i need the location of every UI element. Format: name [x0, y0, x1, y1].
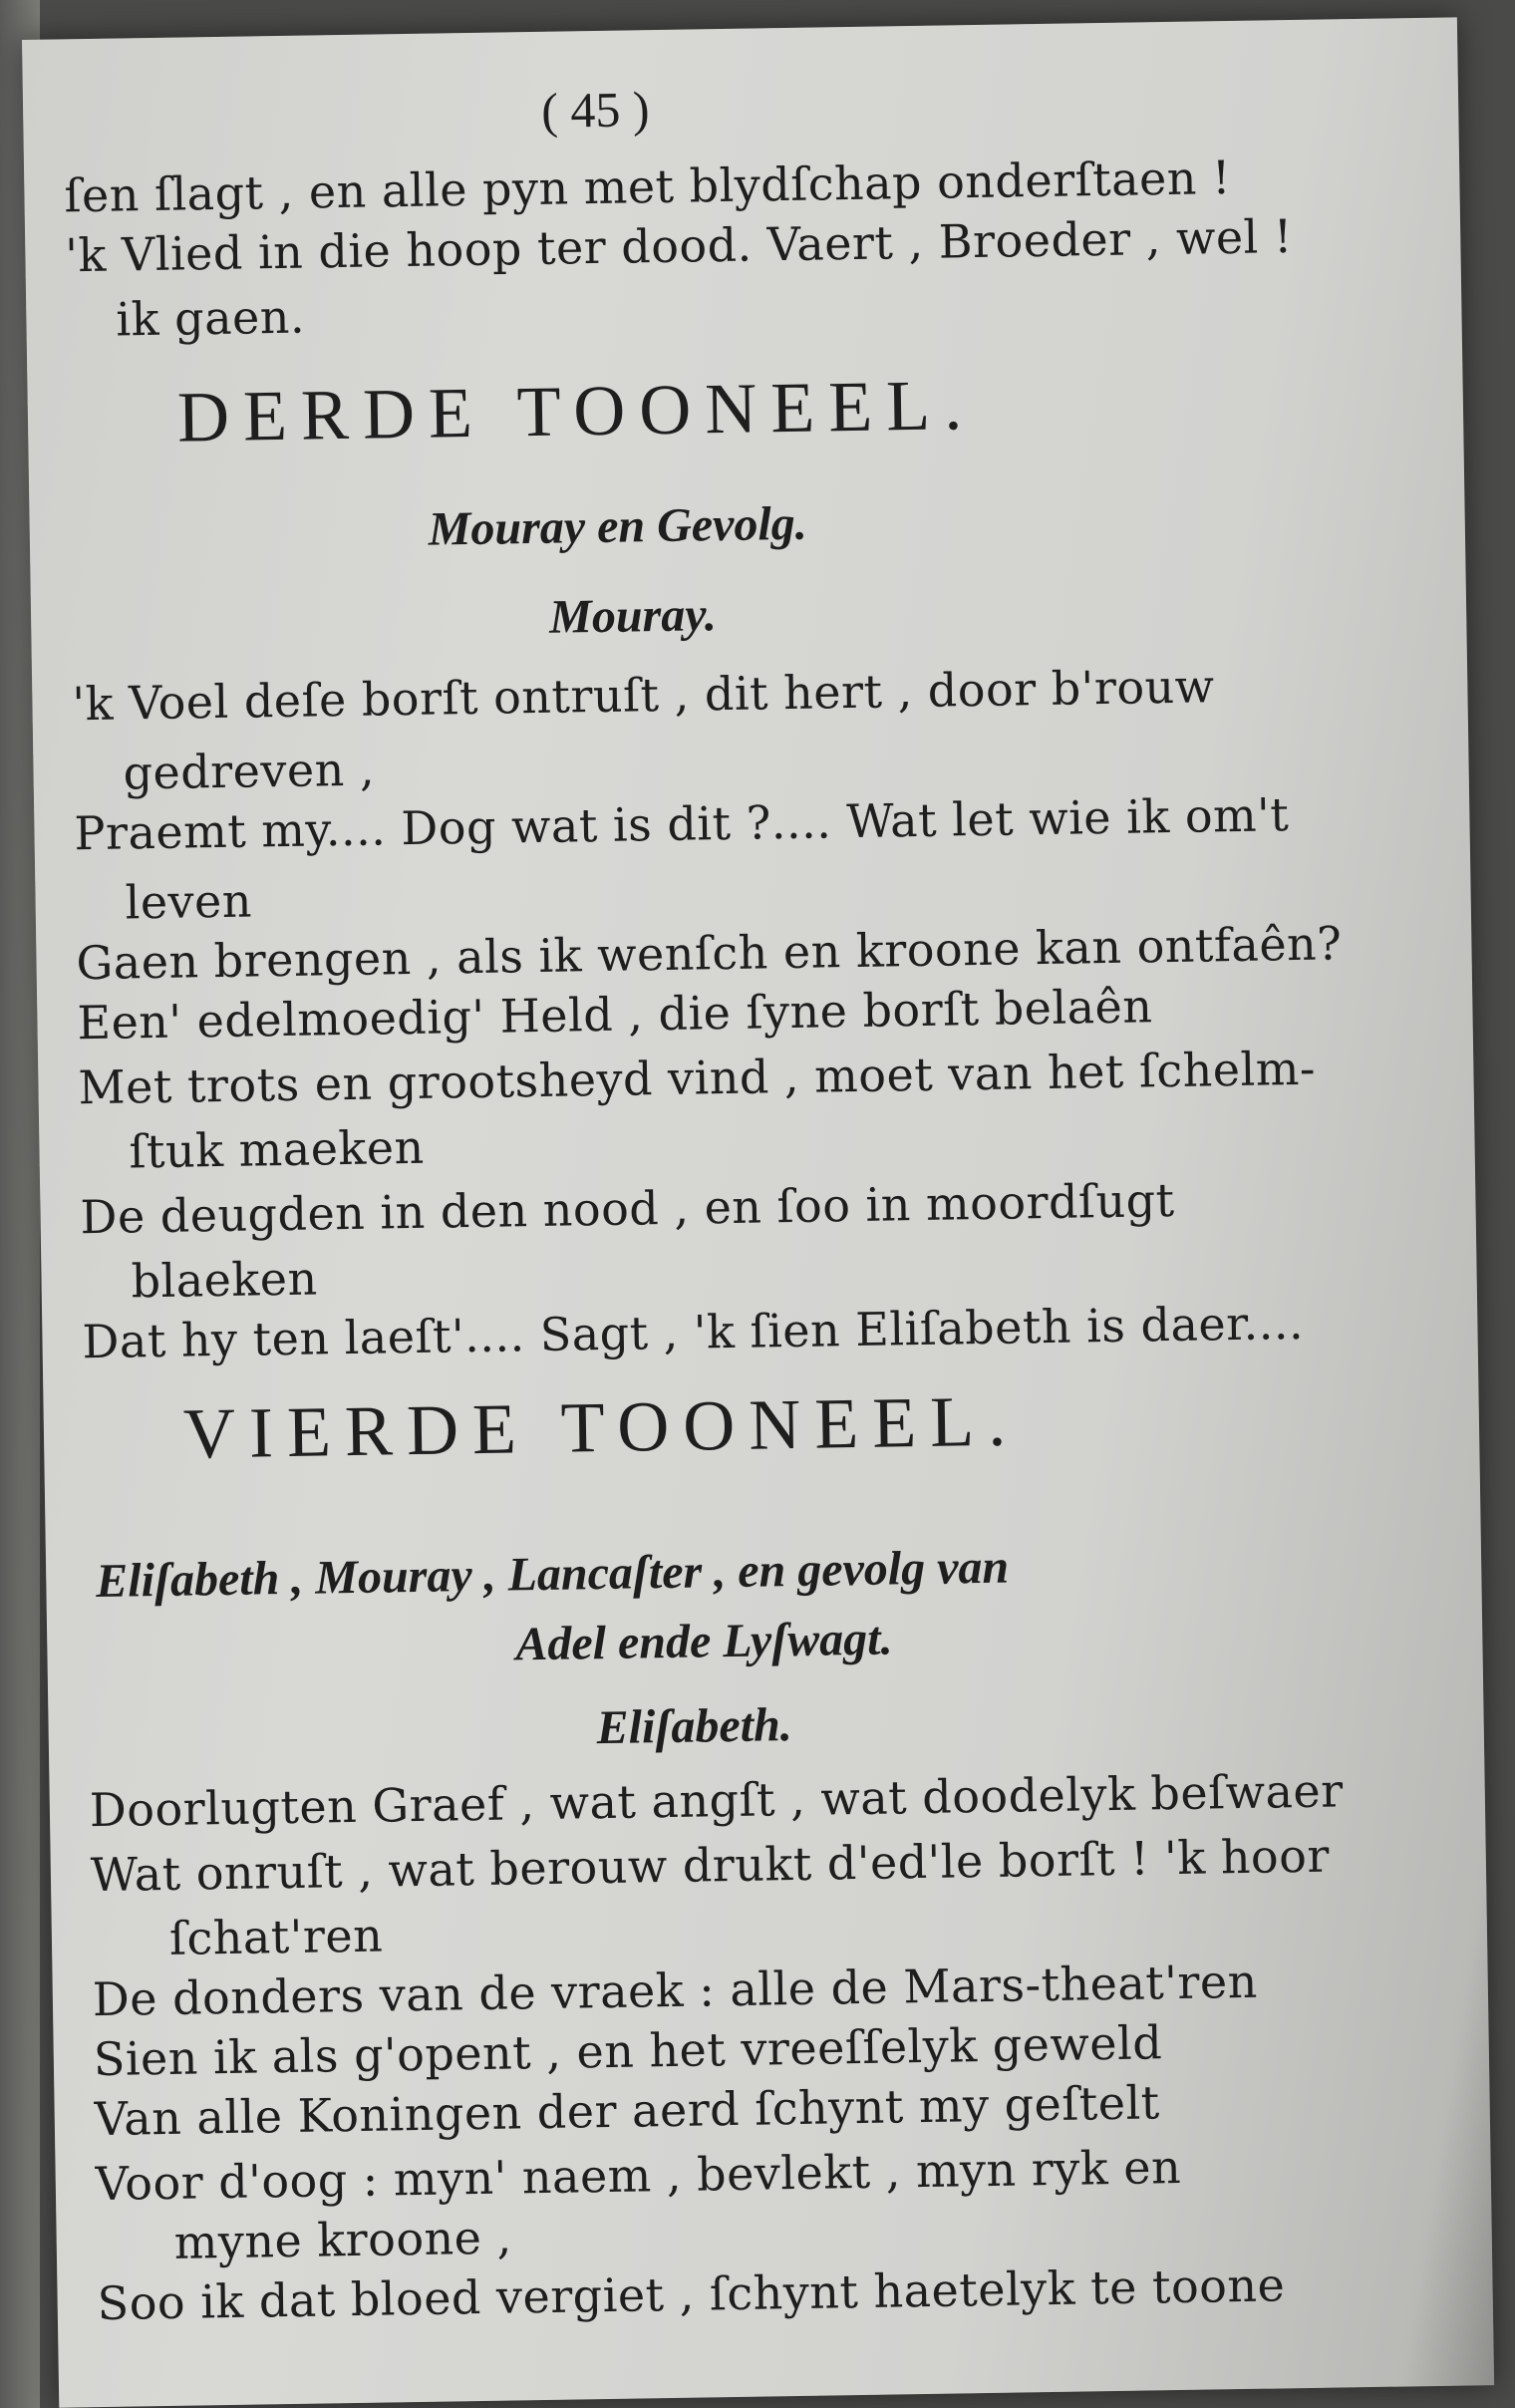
text-line: ik gaen. — [115, 289, 306, 347]
text-line: De deugden in den nood , en ſoo in moordſugt — [80, 1172, 1175, 1245]
text-line: Dat hy ten laeſt'.... Sagt , 'k ſien Eliſabeth is daer.... — [82, 1295, 1305, 1369]
dramatis-personae: Mouray en Gevolg. — [428, 496, 808, 556]
page-text — [63, 69, 1345, 2331]
text-line: myne kroone , — [173, 2210, 513, 2269]
text-line: Voor d'oog : myn' naem , bevlekt , myn ryk en — [95, 2139, 1182, 2212]
text-line: Sien ik als g'opent , en het vreeſſelyk geweld — [93, 2015, 1163, 2087]
text-line: 'k Vlied in die hoop ter dood. Vaert , Broeder , wel ! — [64, 209, 1294, 283]
text-line: blaeken — [131, 1251, 319, 1309]
speaker-name: Mouray. — [548, 588, 718, 644]
text-line: Wat onruſt , wat berouw drukt d'ed'le borſt ! 'k hoor — [90, 1828, 1331, 1903]
book-page — [22, 17, 1494, 2407]
text-line: leven — [125, 873, 253, 930]
text-line: Met trots en grootsheyd vind , moet van het ſchelm- — [78, 1041, 1317, 1115]
dramatis-personae: Adel ende Lyſwagt. — [514, 1612, 893, 1671]
scene-heading: DERDE TOONEEL. — [176, 365, 977, 457]
text-line: Een' edelmoedig' Held , die ſyne borſt belaên — [77, 979, 1153, 1051]
text-line: Van alle Koningen der aerd ſchynt my geſtelt — [94, 2075, 1161, 2147]
page-number: ( 45 ) — [540, 81, 650, 139]
dramatis-personae: Eliſabeth , Mouray , Lancaſter , en gevolg van — [95, 1540, 1010, 1609]
text-line: 'k Voel deſe borſt ontruſt , dit hert , door b'rouw — [72, 659, 1215, 732]
text-line: Soo ik dat bloed vergiet , ſchynt haetelyk te toone — [97, 2258, 1286, 2331]
text-line: De donders van de vraek : alle de Mars-theat'ren — [92, 1954, 1259, 2027]
text-line: ſtuk maeken — [129, 1119, 426, 1179]
text-line: Praemt my.... Dog wat is dit ?.... Wat let wie ik om't — [74, 787, 1290, 861]
text-line: Doorlugten Graef , wat angſt , wat doodelyk beſwaer — [89, 1763, 1345, 1838]
speaker-name: Eliſabeth. — [596, 1698, 793, 1755]
text-line: ſen ſlagt , en alle pyn met blydſchap onderſtaen ! — [64, 150, 1232, 223]
text-line: gedreven , — [123, 742, 376, 800]
text-line: ſchat'ren — [168, 1908, 384, 1965]
text-line: Gaen brengen , als ik wenſch en kroone kan ontfaên? — [76, 916, 1343, 991]
scene-heading: VIERDE TOONEEL. — [182, 1380, 1021, 1474]
